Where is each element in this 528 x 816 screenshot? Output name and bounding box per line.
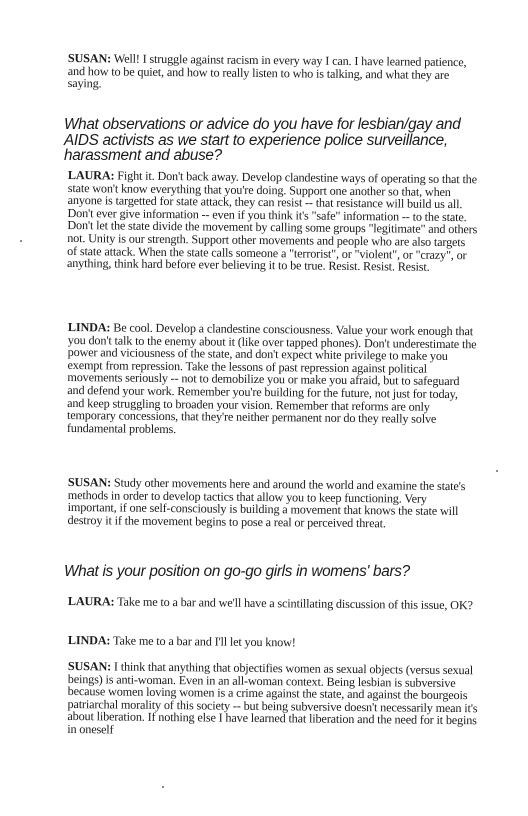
speaker-label: SUSAN: xyxy=(67,475,112,490)
question-police-surveillance xyxy=(64,117,484,164)
answer-text: Well! I struggle against racism in every way I can. I have learned patience, and how to be quiet, and how to really listen to who is talking, and what they are saying. xyxy=(67,51,467,91)
question-text: What is your position on go-go girls in womens' bars? xyxy=(64,563,410,580)
question-text: What observations or advice do you have for lesbian/gay and AIDS activists as we start to experience police surveillance, harassment and abuse? xyxy=(64,116,461,164)
answer-text: Be cool. Develop a clandestine consciousness. Value your work enough that you don't talk to the enemy about it (like over tapped phones). Don't underestimate the power and viciousness of the state, and don't expect white privilege to make you exempt from repression. Take the lessons of past repression against political movements seriously -- not to demobilize you or make you afraid, but to safeguard and defend your work. Remember you're building for the future, not just for today, and keep struggling to broaden your vision. Remember that reforms are only temporary concessions, that they're neither permanent nor do they really solve fundamental problems. xyxy=(66,320,477,436)
scan-speck xyxy=(162,786,164,788)
speaker-label: SUSAN: xyxy=(67,659,112,674)
speaker-label: SUSAN: xyxy=(67,51,112,66)
speaker-label: LINDA: xyxy=(67,320,111,335)
answer-susan-racism xyxy=(68,52,478,94)
answer-linda-go-go xyxy=(68,634,478,651)
answer-laura-surveillance xyxy=(67,169,478,274)
answer-linda-surveillance xyxy=(67,321,478,439)
speaker-label: LINDA: xyxy=(67,633,111,648)
answer-susan-surveillance xyxy=(67,476,478,531)
answer-text: I think that anything that objectifies women as sexual objects (versus sexual beings) is anti-woman. Even in an all-woman context. Being lesbian is subversive because women loving women is a crime against the state, and against the bourgeois patriarchal morality of this society -- but being subversive doesn't necessarily mean it's about liberation. If nothing else I have learned that liberation and the need for it begins in oneself xyxy=(67,659,478,737)
answer-text: Take me to a bar and we'll have a scintillating discussion of this issue, OK? xyxy=(117,594,473,613)
question-go-go-girls xyxy=(64,564,484,580)
speaker-label: LAURA: xyxy=(67,594,115,609)
answer-text: Take me to a bar and I'll let you know! xyxy=(112,633,296,650)
answer-text: Fight it. Don't back away. Develop clandestine ways of operating so that the state won't know everything that you're doing. Support one another so that, when anyone is targetted for state attack, they can resist -- that resistance will build us all. Don't ever give information -- even if you think it's "safe" information -- to the state. Don't let the state divide the movement by calling some groups "legitimate" and others not. Unity is our strength. Support other movements and people who are also targets of state attack. When the state calls someone a "terrorist", or "violent", or "crazy", or anything, think hard before ever believing it to be true. Resist. Resist. Resist. xyxy=(66,168,478,274)
scan-speck xyxy=(20,240,22,242)
scan-speck xyxy=(496,470,498,472)
answer-susan-go-go xyxy=(67,660,478,740)
answer-text: Study other movements here and around the world and examine the state's methods in order to develop tactics that allow you to keep functioning. Very important, if one self-consciously is building a movement that knows the state will destroy it if the movement begins to pose a real or perceived threat. xyxy=(67,475,466,531)
speaker-label: LAURA: xyxy=(67,168,115,183)
answer-laura-go-go xyxy=(68,595,478,612)
